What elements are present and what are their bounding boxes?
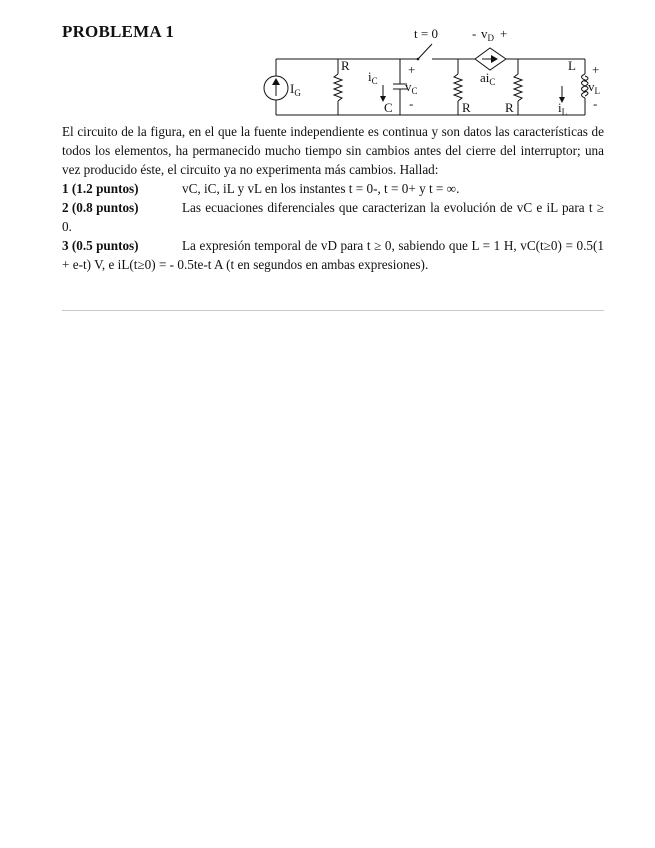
item-3-head: 3 (0.5 puntos) <box>62 238 139 253</box>
r3-resistor <box>514 74 522 101</box>
item-2-head: 2 (0.8 puntos) <box>62 200 139 215</box>
vd-plus: + <box>500 26 508 41</box>
vc-minus: - <box>409 96 414 111</box>
ic-label: $i_C$ <box>368 69 378 86</box>
item-1 <box>62 179 604 198</box>
item-2-text: Las ecuaciones diferenciales que caracterizan la evolución de vC e iL para t ≥ 0. <box>62 200 604 234</box>
source-label: $I_G$ <box>290 81 301 98</box>
r2-label: R <box>462 100 471 115</box>
item-3-text: La expresión temporal de vD para t ≥ 0, sabiendo que L = 1 H, vC(t≥0) = 0.5(1 + e-t) V, e iL(t≥0) = - 0.5te-t A (t en segundos en ambas expresiones). <box>62 238 604 272</box>
vc-plus: + <box>408 62 416 77</box>
problem-statement <box>62 122 604 274</box>
problem-title: PROBLEMA 1 <box>62 22 175 41</box>
vd-minus: - <box>472 26 477 41</box>
item-3 <box>62 236 604 274</box>
item-2 <box>62 198 604 236</box>
source-arrow-head <box>272 78 280 85</box>
switch-pivot <box>417 58 420 61</box>
r2-resistor <box>454 74 462 101</box>
r1-resistor <box>334 74 342 101</box>
vd-symbol: $v_D$ <box>481 26 494 43</box>
inductor-label: L <box>568 58 576 73</box>
r1-label: R <box>341 58 350 73</box>
dependent-source-label: $ai_C$ <box>480 70 496 87</box>
vl-minus: - <box>593 96 598 111</box>
footer-divider <box>62 310 604 311</box>
capacitor-label: C <box>384 100 393 115</box>
switch-blade <box>418 44 432 59</box>
switch-label: t = 0 <box>414 26 438 41</box>
item-1-text: vC, iC, iL y vL en los instantes t = 0-, t = 0+ y t = ∞. <box>182 181 460 196</box>
vl-symbol: $v_L$ <box>588 79 600 96</box>
r3-label: R <box>505 100 514 115</box>
circuit-diagram <box>0 0 655 125</box>
vc-symbol: $v_C$ <box>405 79 418 96</box>
vl-plus: + <box>592 62 600 77</box>
item-1-head: 1 (1.2 puntos) <box>62 181 139 196</box>
dependent-source-arrow-head <box>491 55 498 63</box>
il-label: $i_L$ <box>558 100 568 117</box>
intro-paragraph: El circuito de la figura, en el que la fuente independiente es continua y son datos las características de todos los elementos, ha permanecido mucho tiempo sin cambios antes del cierre del interruptor; una vez producido éste, el circuito ya no experimenta más cambios. Hallad: <box>62 124 604 177</box>
